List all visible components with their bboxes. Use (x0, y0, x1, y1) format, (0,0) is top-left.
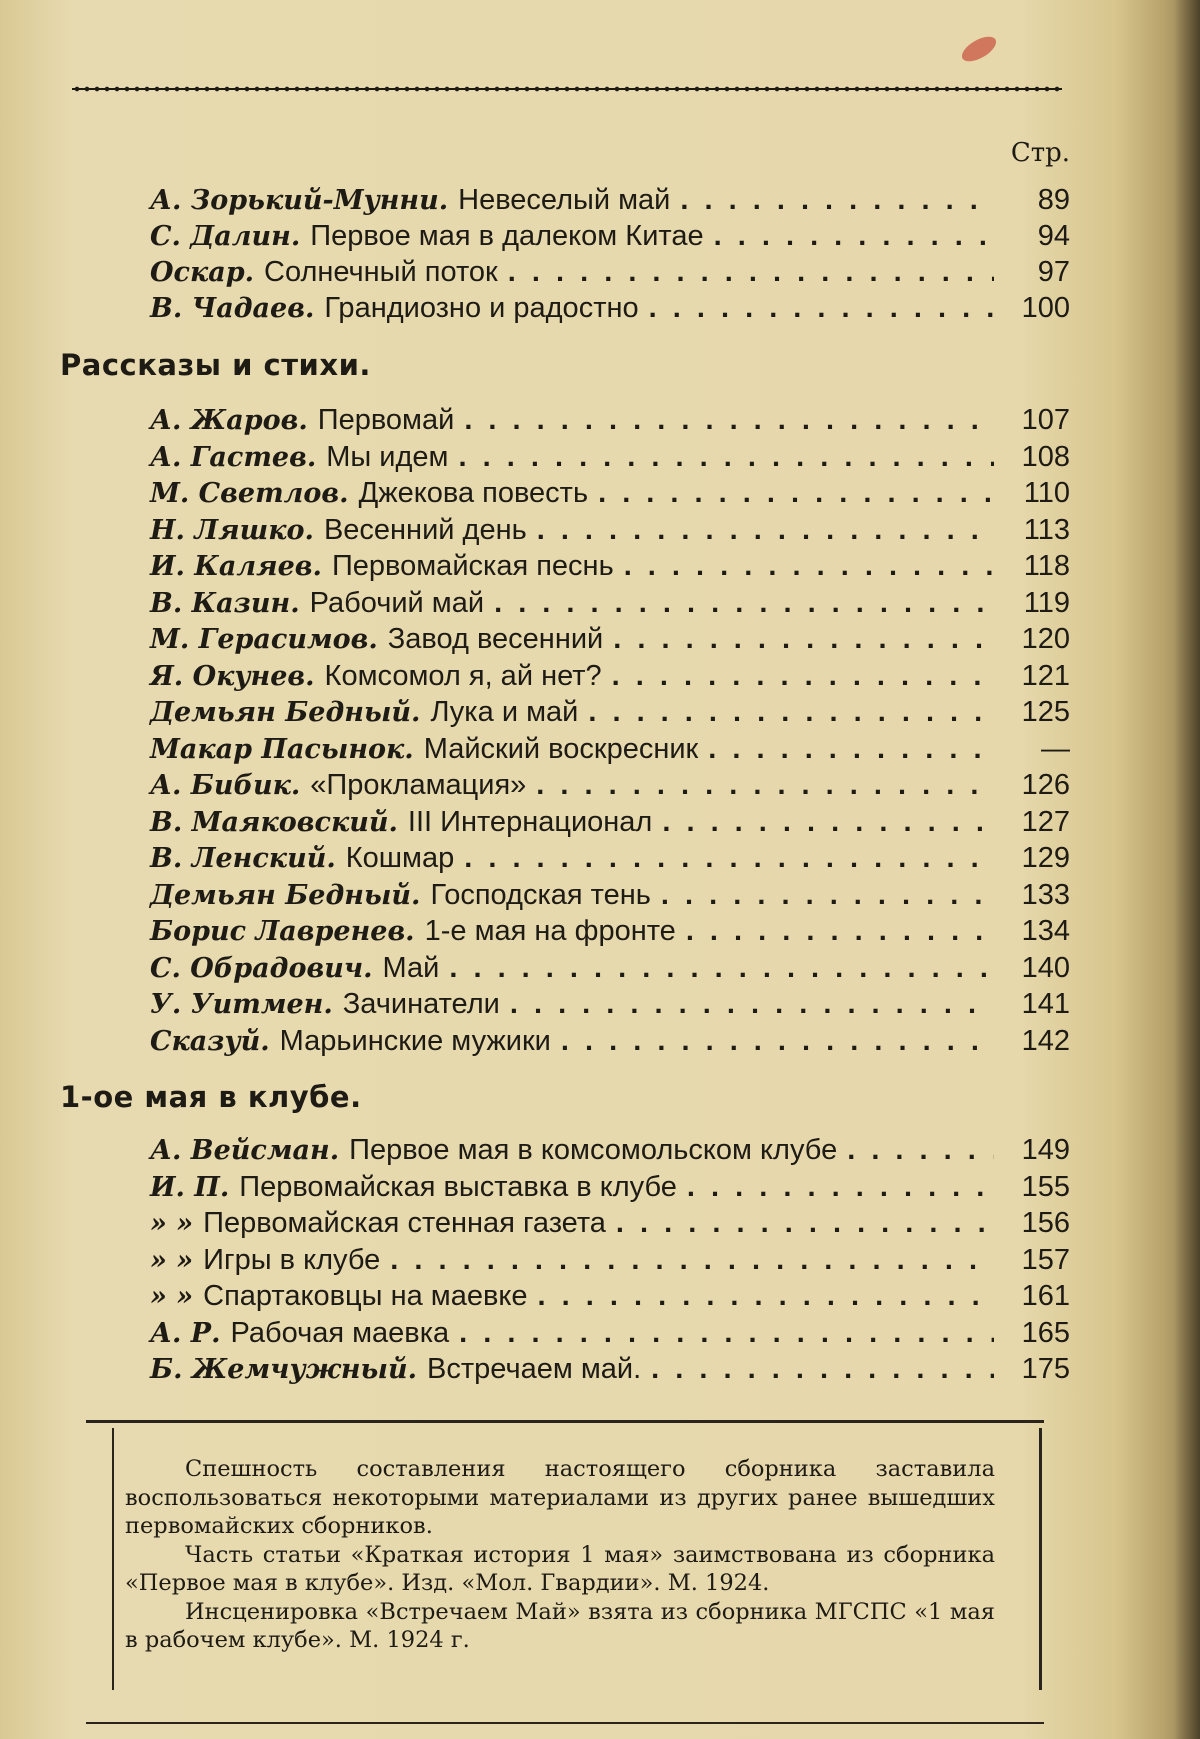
entry-title: 1-е мая на фронте (424, 915, 676, 947)
toc-entry (150, 767, 1070, 803)
toc-entry (150, 877, 1070, 913)
leader-dots (537, 512, 994, 548)
toc-entry (150, 439, 1070, 475)
note-top-rule (86, 1420, 1044, 1423)
toc-entry (150, 1169, 1070, 1205)
entry-author: А. Бибик. (150, 770, 301, 801)
leader-dots (538, 1278, 994, 1314)
note-paragraph: Инсценировка «Встречаем Май» взята из сборника МГСПС «1 мая в рабочем клубе». М. 1924 г. (125, 1598, 995, 1653)
leader-dots (508, 254, 994, 290)
entry-title: Первомайская песнь (331, 550, 614, 582)
entry-page: 89 (1037, 184, 1070, 216)
leader-dots (687, 1169, 994, 1205)
entry-author: В. Чадаев. (150, 293, 315, 324)
leader-dots (464, 402, 994, 438)
leader-dots (598, 475, 994, 511)
toc-entry (150, 1242, 1070, 1278)
entry-title: Майский воскресник (423, 732, 699, 765)
toc-entry (150, 621, 1070, 657)
entry-page: — (1041, 732, 1070, 765)
entry-page: 134 (1021, 915, 1070, 947)
entry-page: 161 (1021, 1280, 1070, 1312)
entry-page: 129 (1021, 842, 1070, 874)
entry-title: Джекова повесть (358, 477, 589, 509)
leader-dots (464, 840, 994, 876)
entry-page: 113 (1023, 513, 1070, 546)
note-bottom-rule (86, 1722, 1044, 1724)
entry-author: А. Гастев. (150, 441, 317, 473)
entry-author: И. Каляев. (150, 551, 322, 582)
entry-title: Встречаем май. (427, 1353, 642, 1385)
toc-entry (150, 512, 1070, 548)
toc-entry (150, 658, 1070, 694)
entry-author: А. Р. (150, 1317, 221, 1349)
entry-author: Демьян Бедный. (150, 697, 421, 728)
entry-page: 97 (1037, 256, 1070, 288)
leader-dots (390, 1242, 994, 1278)
toc-entry (150, 1132, 1070, 1168)
entry-page: 126 (1021, 769, 1070, 801)
entry-title: Невеселый май (458, 184, 671, 216)
entry-page: 94 (1037, 220, 1070, 252)
entry-title: Солнечный поток (264, 256, 498, 288)
entry-author: Оскар. (150, 257, 255, 288)
entry-title: Рабочая маевка (230, 1316, 450, 1349)
entry-page: 156 (1021, 1207, 1070, 1239)
leader-dots (661, 877, 994, 913)
entry-title: Грандиозно и радостно (324, 292, 639, 324)
leader-dots (459, 1315, 994, 1351)
entry-page: 108 (1021, 440, 1070, 473)
leader-dots (662, 804, 994, 840)
toc-entry (150, 402, 1070, 438)
note-paragraph: Часть статьи «Краткая история 1 мая» заимствована из сборника «Первое мая в клубе». Изд. «Мол. Гвардии». М. 1924. (125, 1541, 995, 1596)
leader-dots (847, 1132, 994, 1168)
toc-entry (150, 475, 1070, 511)
toc-entry (150, 1351, 1070, 1387)
entry-author: Б. Жемчужный. (150, 1354, 418, 1385)
leader-dots (651, 1351, 994, 1387)
entry-title: Первомайская выставка в клубе (239, 1170, 677, 1203)
entry-author: » » (150, 1244, 194, 1276)
toc-entry (150, 548, 1070, 584)
entry-title: Первомайская стенная газета (203, 1207, 606, 1239)
entry-author: » » (150, 1281, 194, 1312)
entry-page: 141 (1021, 988, 1070, 1020)
toc-entry (150, 1278, 1070, 1314)
leader-dots (624, 548, 994, 584)
entry-title: Марьинские мужики (279, 1024, 551, 1057)
entry-title: Господская тень (430, 878, 651, 911)
entry-title: Лука и май (430, 696, 579, 728)
entry-title: Весенний день (323, 513, 527, 546)
toc-entry (150, 218, 1070, 254)
leader-dots (536, 767, 994, 803)
leader-dots (708, 731, 994, 767)
toc-entry (150, 1023, 1070, 1059)
toc-entry (150, 1315, 1070, 1351)
note-text (125, 1455, 995, 1655)
entry-title: III Интернационал (407, 805, 653, 838)
entry-title: Спартаковцы на маевке (203, 1280, 528, 1312)
entry-page: 175 (1021, 1353, 1070, 1385)
toc-entry (150, 694, 1070, 730)
entry-title: Комсомол я, ай нет? (324, 659, 602, 692)
entry-page: 142 (1021, 1024, 1070, 1057)
entry-page: 140 (1021, 951, 1070, 984)
toc-entry (150, 950, 1070, 986)
entry-author: Борис Лавренев. (150, 916, 415, 947)
leader-dots (613, 621, 994, 657)
decorative-top-rule (72, 85, 1062, 93)
entry-page: 127 (1021, 805, 1070, 838)
entry-author: В. Ленский. (150, 843, 336, 874)
leader-dots (680, 182, 994, 218)
leader-dots (649, 290, 994, 326)
entry-author: Демьян Бедный. (150, 879, 421, 911)
entry-author: » » (150, 1208, 194, 1239)
entry-title: Первое мая в далеком Китае (310, 220, 704, 252)
entry-title: Зачинатели (342, 988, 500, 1020)
entry-author: М. Герасимов. (150, 624, 378, 655)
entry-author: А. Жаров. (150, 405, 308, 436)
entry-author: С. Далин. (150, 221, 301, 252)
entry-title: Кошмар (345, 842, 455, 874)
entry-author: Макар Пасынок. (150, 733, 414, 765)
toc-entry (150, 986, 1070, 1022)
leader-dots (588, 694, 994, 730)
entry-page: 149 (1021, 1134, 1070, 1166)
entry-title: Первое мая в комсомольском клубе (349, 1134, 838, 1166)
toc-entry (150, 913, 1070, 949)
leader-dots (459, 439, 995, 475)
leader-dots (510, 986, 994, 1022)
toc-entry (150, 290, 1070, 326)
entry-title: Игры в клубе (203, 1243, 381, 1276)
entry-page: 157 (1021, 1243, 1070, 1276)
entry-author: А. Вейсман. (150, 1135, 340, 1166)
toc-entry (150, 182, 1070, 218)
entry-author: М. Светлов. (150, 478, 349, 509)
entry-author: Н. Ляшко. (150, 514, 314, 546)
entry-author: У. Уитмен. (150, 989, 333, 1020)
entry-page: 133 (1021, 878, 1070, 911)
entry-author: И. П. (150, 1171, 230, 1203)
leader-dots (616, 1205, 994, 1241)
leader-dots (714, 218, 994, 254)
entry-page: 118 (1023, 550, 1070, 582)
entry-title: Первомай (317, 404, 455, 436)
toc-entry (150, 1205, 1070, 1241)
leader-dots (494, 585, 994, 621)
entry-author: С. Обрадович. (150, 952, 373, 984)
entry-author: А. Зорький-Мунни. (150, 185, 449, 216)
entry-page: 120 (1021, 623, 1070, 655)
toc-entry (150, 840, 1070, 876)
entry-page: 110 (1023, 477, 1070, 509)
toc-entry (150, 585, 1070, 621)
note-paragraph: Спешность составления настоящего сборника заставила воспользоваться некоторыми материалами из других ранее вышедших первомайских сборников. (125, 1456, 995, 1539)
leader-dots (686, 913, 994, 949)
entry-page: 100 (1021, 292, 1070, 324)
toc-entry (150, 804, 1070, 840)
entry-title: Завод весенний (387, 623, 604, 655)
page-column-heading: Стр. (1010, 138, 1070, 168)
toc-entry (150, 254, 1070, 290)
entry-title: Май (382, 951, 440, 984)
entry-page: 119 (1023, 586, 1070, 619)
leader-dots (561, 1023, 994, 1059)
leader-dots (612, 658, 994, 694)
entry-author: Я. Окунев. (150, 660, 315, 692)
entry-author: Сказуй. (150, 1025, 270, 1057)
toc-entry (150, 731, 1070, 767)
entry-page: 107 (1021, 404, 1070, 436)
entry-author: В. Маяковский. (150, 806, 398, 838)
entry-title: Мы идем (326, 440, 449, 473)
entry-author: В. Казин. (150, 587, 300, 619)
entry-title: «Прокламация» (310, 769, 527, 801)
section-heading-club: 1-ое мая в клубе. (60, 1080, 362, 1114)
entry-page: 165 (1021, 1316, 1070, 1349)
page-edge-shadow (1174, 0, 1200, 1739)
entry-page: 121 (1021, 659, 1070, 692)
section-heading-stories: Рассказы и стихи. (60, 348, 371, 382)
red-ink-mark (958, 32, 1000, 67)
entry-page: 125 (1021, 696, 1070, 728)
leader-dots (449, 950, 994, 986)
entry-title: Рабочий май (309, 586, 485, 619)
entry-page: 155 (1021, 1170, 1070, 1203)
